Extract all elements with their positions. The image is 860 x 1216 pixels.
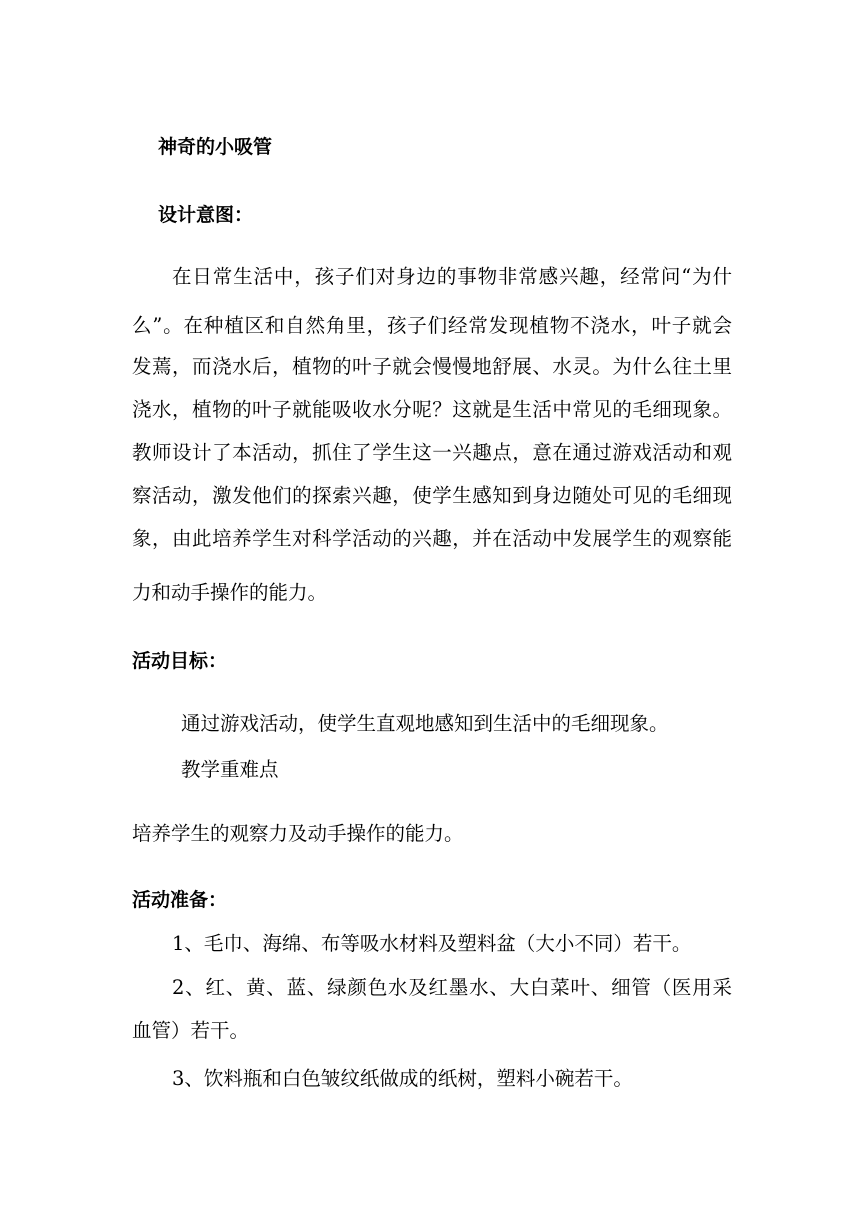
design-intent-heading: 设计意图： [158,204,254,226]
list-item: 2、红、黄、蓝、绿颜色水及红墨水、大白菜叶、细管（医用采 [172,976,732,999]
document-title: 神奇的小吸管 [158,136,273,158]
paragraph-line: 发蔫，而浇水后，植物的叶子就会慢慢地舒展、水灵。为什么往土里 [132,355,732,378]
paragraph-line: 在日常生活中，孩子们对身边的事物非常感兴趣，经常问“为什 [172,265,732,288]
paragraph-line: 力和动手操作的能力。 [132,581,328,604]
paragraph-line: 教师设计了本活动，抓住了学生这一兴趣点，意在通过游戏活动和观 [132,441,732,464]
key-difficulty-heading: 教学重难点 [181,758,279,781]
preparation-heading: 活动准备： [132,889,228,911]
paragraph-line: 象，由此培养学生对科学活动的兴趣，并在活动中发展学生的观察能 [132,527,732,550]
activity-goal-text: 通过游戏活动，使学生直观地感知到生活中的毛细现象。 [181,712,669,735]
key-difficulty-text: 培养学生的观察力及动手操作的能力。 [132,822,464,845]
activity-goal-heading: 活动目标： [132,650,228,672]
list-item: 3、饮料瓶和白色皱纹纸做成的纸树，塑料小碗若干。 [172,1067,633,1090]
paragraph-line: 么”。在种植区和自然角里，孩子们经常发现植物不浇水，叶子就会 [132,314,732,337]
paragraph-line: 察活动，激发他们的探索兴趣，使学生感知到身边随处可见的毛细现 [132,484,732,507]
list-item-continuation: 血管）若干。 [132,1019,250,1042]
paragraph-line: 浇水，植物的叶子就能吸收水分呢？这就是生活中常见的毛细现象。 [132,398,732,421]
list-item: 1、毛巾、海绵、布等吸水材料及塑料盆（大小不同）若干。 [172,932,692,955]
